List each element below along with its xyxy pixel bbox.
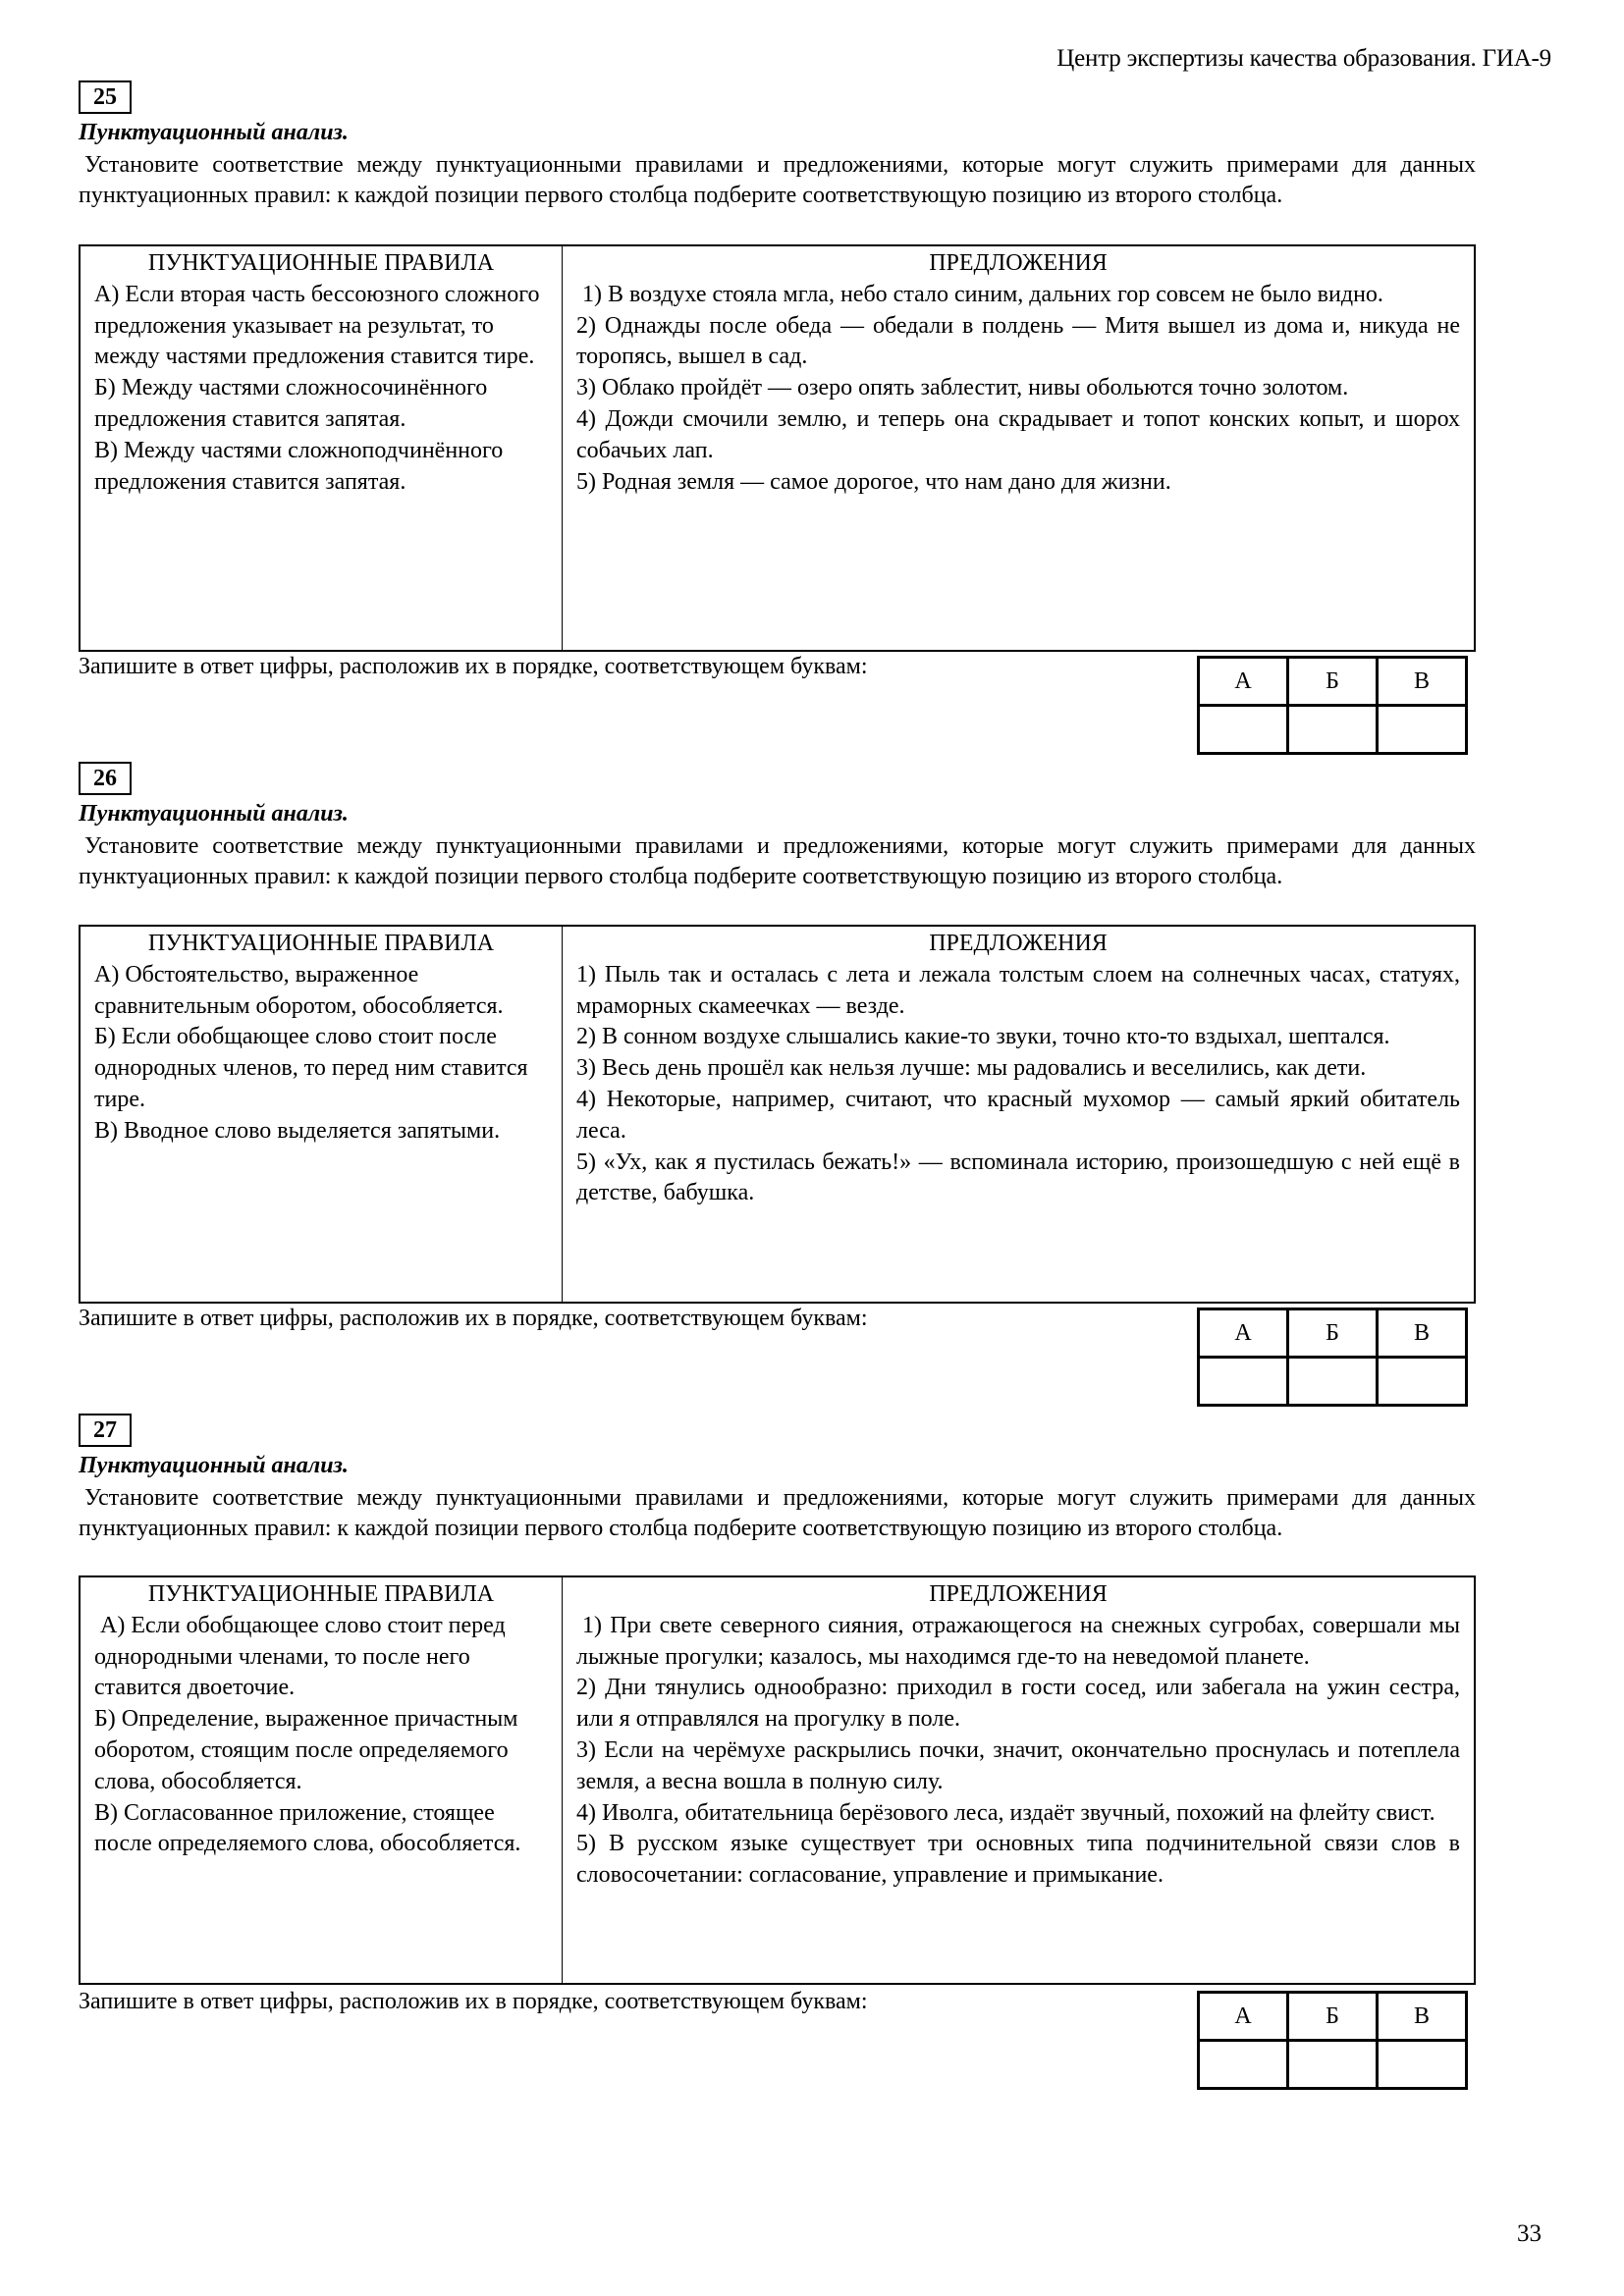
answer-grid — [1197, 1991, 1468, 2090]
rules-column — [80, 926, 563, 1303]
sentence-item: 2) Однажды после обеда — обедали в полдень — Митя вышел из дома и, никуда не торопясь, вышел в сад. — [576, 312, 1460, 370]
sentences-header: ПРЕДЛОЖЕНИЯ — [929, 931, 1108, 956]
task-number-26: 26 — [79, 762, 132, 795]
rules-header: ПУНКТУАЦИОННЫЕ ПРАВИЛА — [147, 250, 495, 276]
answer-letter: В — [1378, 1309, 1467, 1358]
answer-letter: В — [1378, 1993, 1467, 2041]
sentence-item: 5) «Ух, как я пустилась бежать!» — вспоминала историю, произошедшую с ней ещё в детстве, бабушка. — [576, 1148, 1460, 1206]
sentence-item: 4) Дожди смочили землю, и теперь она скрадывает и топот конских копыт, и шорох собачьих лап. — [576, 405, 1460, 463]
answer-instruction: Запишите в ответ цифры, расположив их в порядке, соответствующем буквам: — [79, 654, 868, 679]
task-instruction: Установите соответствие между пунктуационными правилами и предложениями, которые могут служить примерами для данных пунктуационных правил: к каждой позиции первого столбца подберите соответствующую позицию из второго столбца. — [79, 1485, 1476, 1541]
task-title: Пунктуационный анализ. — [79, 801, 349, 827]
sentence-item: 4) Некоторые, например, считают, что красный мухомор — самый яркий обитатель леса. — [576, 1086, 1460, 1144]
answer-cell-b[interactable] — [1288, 706, 1378, 754]
answer-cell-v[interactable] — [1378, 706, 1467, 754]
answer-grid — [1197, 656, 1468, 755]
rule-item: А) Обстоятельство, выраженное сравнительным оборотом, обособляется. — [94, 961, 504, 1019]
task-title: Пунктуационный анализ. — [79, 1453, 349, 1478]
sentences-header: ПРЕДЛОЖЕНИЯ — [929, 1581, 1108, 1607]
answer-cell-a[interactable] — [1199, 1358, 1288, 1406]
rules-column — [80, 1576, 563, 1984]
rule-item: В) Согласованное приложение, стоящее после определяемого слова, обособляется. — [94, 1799, 521, 1857]
answer-grid — [1197, 1308, 1468, 1407]
task-number-27: 27 — [79, 1414, 132, 1447]
rule-item: А) Если обобщающее слово стоит перед однородными членами, то после него ставится двоеточие. — [94, 1612, 506, 1701]
sentences-column — [563, 926, 1476, 1303]
answer-cell-v[interactable] — [1378, 2041, 1467, 2089]
rules-column — [80, 245, 563, 651]
matching-table — [79, 244, 1476, 652]
rule-item: В) Между частями сложноподчинённого предложения ставится запятая. — [94, 437, 504, 495]
sentences-header: ПРЕДЛОЖЕНИЯ — [929, 250, 1108, 276]
rule-item: Б) Между частями сложносочинённого предложения ставится запятая. — [94, 375, 488, 432]
answer-letter: А — [1199, 1309, 1288, 1358]
matching-table — [79, 1575, 1476, 1985]
answer-cell-a[interactable] — [1199, 706, 1288, 754]
rule-item: В) Вводное слово выделяется запятыми. — [94, 1117, 501, 1144]
matching-table — [79, 925, 1476, 1304]
rules-header: ПУНКТУАЦИОННЫЕ ПРАВИЛА — [147, 1581, 495, 1607]
answer-letter: Б — [1288, 1309, 1378, 1358]
sentence-item: 3) Если на черёмухе раскрылись почки, значит, окончательно проснулась и потеплела земля, а весна вошла в полную силу. — [576, 1736, 1460, 1794]
document-header: Центр экспертизы качества образования. ГИА-9 — [1056, 45, 1551, 72]
sentence-item: 1) При свете северного сияния, отражающегося на снежных сугробах, совершали мы лыжные прогулки; казалось, мы находимся где-то на неведомой планете. — [576, 1612, 1460, 1670]
sentence-item: 3) Весь день прошёл как нельзя лучше: мы радовались и веселились, как дети. — [576, 1055, 1367, 1082]
answer-cell-b[interactable] — [1288, 2041, 1378, 2089]
task-instruction: Установите соответствие между пунктуационными правилами и предложениями, которые могут служить примерами для данных пунктуационных правил: к каждой позиции первого столбца подберите соответствующую позицию из второго столбца. — [79, 833, 1476, 889]
answer-instruction: Запишите в ответ цифры, расположив их в порядке, соответствующем буквам: — [79, 1306, 868, 1331]
sentence-item: 4) Иволга, обитательница берёзового леса, издаёт звучный, похожий на флейту свист. — [576, 1799, 1435, 1826]
sentences-column — [563, 245, 1476, 651]
sentence-item: 5) Родная земля — самое дорогое, что нам дано для жизни. — [576, 468, 1171, 495]
answer-letter: В — [1378, 658, 1467, 706]
rules-header: ПУНКТУАЦИОННЫЕ ПРАВИЛА — [147, 931, 495, 956]
answer-instruction: Запишите в ответ цифры, расположив их в порядке, соответствующем буквам: — [79, 1989, 868, 2014]
sentence-item: 5) В русском языке существует три основных типа подчинительной связи слов в словосочетании: согласование, управление и примыкание. — [576, 1831, 1460, 1889]
task-instruction: Установите соответствие между пунктуационными правилами и предложениями, которые могут служить примерами для данных пунктуационных правил: к каждой позиции первого столбца подберите соответствующую позицию из второго столбца. — [79, 152, 1476, 208]
rule-item: Б) Определение, выраженное причастным оборотом, стоящим после определяемого слова, обособляется. — [94, 1706, 518, 1794]
answer-letter: Б — [1288, 658, 1378, 706]
answer-letter: Б — [1288, 1993, 1378, 2041]
answer-cell-a[interactable] — [1199, 2041, 1288, 2089]
task-number-25: 25 — [79, 80, 132, 114]
answer-letter: А — [1199, 658, 1288, 706]
sentence-item: 1) Пыль так и осталась с лета и лежала толстым слоем на солнечных часах, статуях, мраморных скамеечках — везде. — [576, 961, 1460, 1019]
task-title: Пунктуационный анализ. — [79, 120, 349, 145]
answer-letter: А — [1199, 1993, 1288, 2041]
sentence-item: 3) Облако пройдёт — озеро опять заблестит, нивы обольются точно золотом. — [576, 375, 1349, 401]
sentence-item: 1) В воздухе стояла мгла, небо стало синим, дальних гор совсем не было видно. — [582, 281, 1383, 307]
answer-cell-b[interactable] — [1288, 1358, 1378, 1406]
answer-cell-v[interactable] — [1378, 1358, 1467, 1406]
sentence-item: 2) В сонном воздухе слышались какие-то звуки, точно кто-то вздыхал, шептался. — [576, 1024, 1390, 1050]
rule-item: Б) Если обобщающее слово стоит после однородных членов, то перед ним ставится тире. — [94, 1024, 528, 1112]
page-number: 33 — [1517, 2220, 1542, 2247]
sentence-item: 2) Дни тянулись однообразно: приходил в гости сосед, или забегала на ужин сестра, или я отправлялся на прогулку в поле. — [576, 1675, 1460, 1733]
rule-item: А) Если вторая часть бессоюзного сложного предложения указывает на результат, то между частями предложения ставится тире. — [94, 281, 540, 370]
sentences-column — [563, 1576, 1476, 1984]
